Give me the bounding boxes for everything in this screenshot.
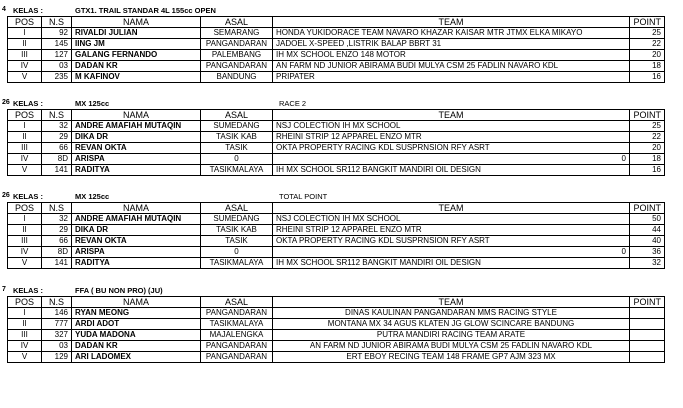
rider-name-cell: ANDRE AMAFIAH MUTAQIN [72,214,201,225]
table-row [8,50,665,61]
origin-cell: PANGANDARAN [201,39,273,50]
table-row [8,341,665,352]
point-cell [630,319,665,330]
origin-cell: SUMEDANG [201,214,273,225]
start-number-cell: 327 [42,330,72,341]
point-cell [630,352,665,363]
position-cell: III [8,236,42,247]
point-cell: 20 [630,50,665,61]
kelas-section [0,97,683,174]
table-row [8,352,665,363]
rider-name-cell: RADITYA [72,258,201,269]
rider-name-cell: REVAN OKTA [72,236,201,247]
team-cell [273,319,630,330]
rider-name-cell: DADAN KR [72,61,201,72]
column-header-pos: POS [8,110,42,121]
start-number-cell: 127 [42,50,72,61]
team-cell [273,28,630,39]
point-cell: 16 [630,165,665,176]
team-name: ERT EBOY RECING TEAM 148 FRAME GP7 AJM 323 MX [346,352,556,361]
kelas-label: KELAS : [13,192,43,201]
table-row [8,165,665,176]
team-name: PRIPATER [276,72,315,81]
table-row [8,225,665,236]
table-row [8,121,665,132]
team-cell [273,330,630,341]
team-name: OKTA PROPERTY RACING KDL SUSPRNSION RFY ASRT [276,236,490,245]
position-cell: III [8,50,42,61]
position-cell: IV [8,61,42,72]
origin-cell: 0 [201,154,273,165]
rider-name-cell: DADAN KR [72,341,201,352]
column-header-pos: POS [8,297,42,308]
column-header-pos: POS [8,203,42,214]
team-name: IH MX SCHOOL ENZO 148 MOTOR [276,50,406,59]
table-row [8,28,665,39]
position-cell: III [8,330,42,341]
start-number-cell: 8D [42,154,72,165]
origin-cell: TASIKMALAYA [201,258,273,269]
team-cell [273,165,630,176]
point-cell: 25 [630,121,665,132]
point-cell [630,308,665,319]
start-number-cell: 29 [42,225,72,236]
kelas-label: KELAS : [13,99,43,108]
point-cell: 16 [630,72,665,83]
team-name: JADOEL X-SPEED ,LISTRIK BALAP BBRT 31 [276,39,442,48]
team-cell [273,50,630,61]
point-cell: 18 [630,154,665,165]
point-cell: 25 [630,28,665,39]
column-header-asal: ASAL [201,203,273,214]
position-cell: I [8,214,42,225]
kelas-extra: TOTAL POINT [279,192,328,201]
start-number-cell: 92 [42,28,72,39]
table-row [8,143,665,154]
start-number-cell: 03 [42,341,72,352]
position-cell: I [8,121,42,132]
team-cell [273,214,630,225]
kelas-class-name: FFA ( BU NON PRO) (JU) [75,286,163,295]
origin-cell: BANDUNG [201,72,273,83]
origin-cell: SEMARANG [201,28,273,39]
kelas-section [0,190,683,267]
team-name: OKTA PROPERTY RACING KDL SUSPRNSION RFY ASRT [276,143,490,152]
table-row [8,61,665,72]
team-name: PUTRA MANDIRI RACING TEAM ARATE [376,330,526,339]
column-header-asal: ASAL [201,17,273,28]
kelas-class-name: MX 125cc [75,192,110,201]
point-cell: 50 [630,214,665,225]
team-name: AN FARM ND JUNIOR ABIRAMA BUDI MULYA CSM 25 FADLIN NAVARO KDL [309,341,593,350]
start-number-cell: 145 [42,39,72,50]
team-cell [273,236,630,247]
position-cell: II [8,319,42,330]
table-row [8,154,665,165]
point-cell [630,341,665,352]
rider-name-cell: YUDA MADONA [72,330,201,341]
position-cell: V [8,165,42,176]
position-cell: III [8,143,42,154]
team-cell [273,154,630,165]
team-value: 0 [621,154,626,163]
table-row [8,330,665,341]
column-header-team: TEAM [273,17,630,28]
column-header-pos: POS [8,17,42,28]
origin-cell: SUMEDANG [201,121,273,132]
rider-name-cell: ARISPA [72,154,201,165]
table-header-row [8,17,665,28]
rider-name-cell: REVAN OKTA [72,143,201,154]
point-cell: 32 [630,258,665,269]
start-number-cell: 129 [42,352,72,363]
position-cell: V [8,352,42,363]
team-name: RHEINI STRIP 12 APPAREL ENZO MTR [276,225,422,234]
team-cell [273,121,630,132]
column-header-asal: ASAL [201,110,273,121]
rider-name-cell: ARI LADOMEX [72,352,201,363]
position-cell: IV [8,247,42,258]
origin-cell: TASIK KAB [201,132,273,143]
origin-cell: PANGANDARAN [201,341,273,352]
rider-name-cell: RADITYA [72,165,201,176]
column-header-nama: NAMA [72,110,201,121]
team-name: NSJ COLECTION IH MX SCHOOL [276,214,401,223]
column-header-point: POINT [630,110,665,121]
team-name: IH MX SCHOOL SR112 BANGKIT MANDIRI OIL DESIGN [276,165,481,174]
table-header-row [8,110,665,121]
start-number-cell: 32 [42,214,72,225]
kelas-extra: RACE 2 [279,99,307,108]
rider-name-cell: GALANG FERNANDO [72,50,201,61]
column-header-nama: NAMA [72,203,201,214]
team-cell [273,258,630,269]
origin-cell: TASIK [201,143,273,154]
rider-name-cell: RYAN MEONG [72,308,201,319]
point-cell [630,330,665,341]
team-cell [273,72,630,83]
kelas-class-name: MX 125cc [75,99,110,108]
rider-name-cell: ARISPA [72,247,201,258]
rider-name-cell: ANDRE AMAFIAH MUTAQIN [72,121,201,132]
rider-name-cell: RIVALDI JULIAN [72,28,201,39]
point-cell: 36 [630,247,665,258]
team-name: HONDA YUKIDORACE TEAM NAVARO KHAZAR KAISAR MTR JTMX ELKA MIKAYO [276,28,583,37]
table-row [8,258,665,269]
table-header-row [8,297,665,308]
start-number-cell: 235 [42,72,72,83]
kelas-header [0,4,683,16]
origin-cell: TASIK [201,236,273,247]
team-cell [273,352,630,363]
rider-name-cell: M KAFINOV [72,72,201,83]
point-cell: 44 [630,225,665,236]
column-header-team: TEAM [273,110,630,121]
start-number-cell: 141 [42,258,72,269]
start-number-cell: 8D [42,247,72,258]
team-name: NSJ COLECTION IH MX SCHOOL [276,121,401,130]
team-name: AN FARM ND JUNIOR ABIRAMA BUDI MULYA CSM 25 FADLIN NAVARO KDL [276,61,559,70]
start-number-cell: 777 [42,319,72,330]
kelas-label: KELAS : [13,6,43,15]
origin-cell: MAJALENGKA [201,330,273,341]
start-number-cell: 66 [42,143,72,154]
team-cell [273,308,630,319]
column-header-ns: N.S [42,297,72,308]
origin-cell: TASIK KAB [201,225,273,236]
start-number-cell: 29 [42,132,72,143]
table-row [8,236,665,247]
team-name: DINAS KAULINAN PANGANDARAN MMS RACING STYLE [345,308,557,317]
team-cell [273,143,630,154]
column-header-point: POINT [630,203,665,214]
results-table [7,109,665,176]
table-row [8,132,665,143]
team-value: 0 [621,247,626,256]
column-header-ns: N.S [42,110,72,121]
kelas-section [0,284,683,361]
position-cell: II [8,39,42,50]
kelas-header [0,97,683,109]
table-row [8,319,665,330]
table-row [8,72,665,83]
point-cell: 18 [630,61,665,72]
rider-name-cell: DIKA DR [72,132,201,143]
column-header-team: TEAM [273,297,630,308]
team-cell [273,341,630,352]
kelas-number: 26 [2,192,10,199]
results-table [7,16,665,83]
origin-cell: PANGANDARAN [201,61,273,72]
start-number-cell: 141 [42,165,72,176]
position-cell: II [8,225,42,236]
point-cell: 22 [630,39,665,50]
rider-name-cell: ARDI ADOT [72,319,201,330]
table-row [8,214,665,225]
team-cell [273,39,630,50]
position-cell: I [8,28,42,39]
kelas-header [0,190,683,202]
table-row [8,308,665,319]
position-cell: I [8,308,42,319]
kelas-number: 4 [2,6,6,13]
column-header-asal: ASAL [201,297,273,308]
kelas-header [0,284,683,296]
team-cell [273,225,630,236]
point-cell: 40 [630,236,665,247]
start-number-cell: 03 [42,61,72,72]
rider-name-cell: DIKA DR [72,225,201,236]
team-name: MONTANA MX 34 AGUS KLATEN JG GLOW SCINCARE BANDUNG [327,319,575,328]
table-row [8,247,665,258]
column-header-ns: N.S [42,203,72,214]
position-cell: V [8,72,42,83]
column-header-nama: NAMA [72,297,201,308]
column-header-team: TEAM [273,203,630,214]
origin-cell: PALEMBANG [201,50,273,61]
point-cell: 22 [630,132,665,143]
team-cell [273,247,630,258]
table-row [8,39,665,50]
origin-cell: PANGANDARAN [201,308,273,319]
start-number-cell: 146 [42,308,72,319]
results-table [7,296,665,363]
position-cell: II [8,132,42,143]
origin-cell: TASIKMALAYA [201,319,273,330]
kelas-section [0,4,683,81]
table-header-row [8,203,665,214]
origin-cell: PANGANDARAN [201,352,273,363]
column-header-point: POINT [630,17,665,28]
position-cell: V [8,258,42,269]
team-cell [273,61,630,72]
kelas-class-name: GTX1. TRAIL STANDAR 4L 155cc OPEN [75,6,216,15]
team-name: RHEINI STRIP 12 APPAREL ENZO MTR [276,132,422,141]
kelas-label: KELAS : [13,286,43,295]
start-number-cell: 32 [42,121,72,132]
start-number-cell: 66 [42,236,72,247]
column-header-nama: NAMA [72,17,201,28]
column-header-point: POINT [630,297,665,308]
team-name: IH MX SCHOOL SR112 BANGKIT MANDIRI OIL DESIGN [276,258,481,267]
origin-cell: TASIKMALAYA [201,165,273,176]
point-cell: 20 [630,143,665,154]
results-table [7,202,665,269]
kelas-number: 26 [2,99,10,106]
rider-name-cell: IING JM [72,39,201,50]
position-cell: IV [8,341,42,352]
column-header-ns: N.S [42,17,72,28]
origin-cell: 0 [201,247,273,258]
position-cell: IV [8,154,42,165]
kelas-number: 7 [2,286,6,293]
team-cell [273,132,630,143]
